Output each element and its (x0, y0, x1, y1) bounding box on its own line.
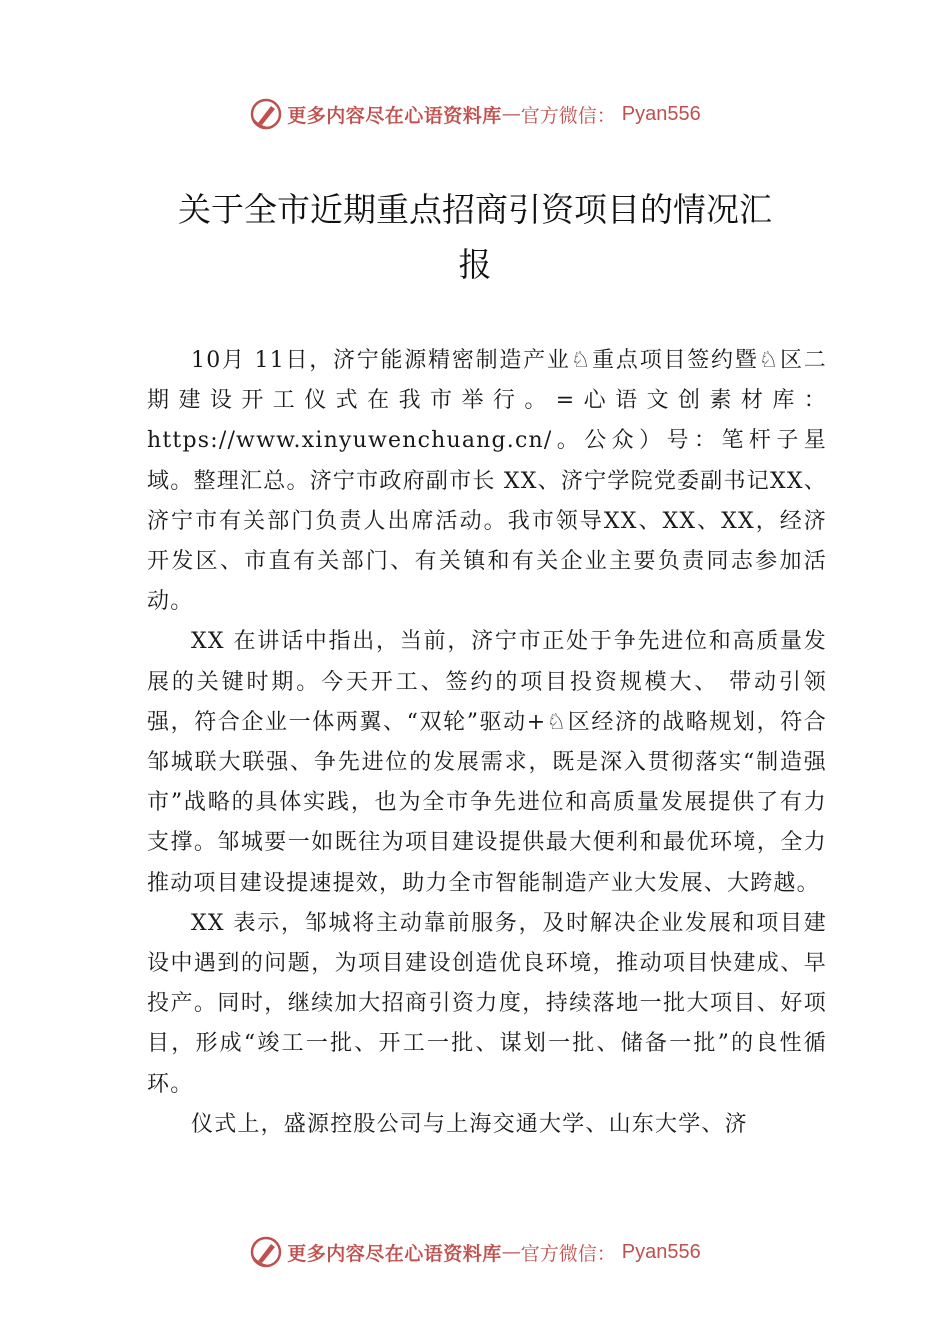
title-line-1: 关于全市近期重点招商引资项目的情况汇 (178, 190, 772, 229)
banner-wechat-label: 官方微信： (520, 104, 616, 127)
footer-watermark-banner (0, 1232, 950, 1272)
banner-text: 更多内容尽在心语资料库 (287, 104, 502, 127)
document-title (150, 182, 800, 292)
banner-wechat-label: 官方微信： (520, 1242, 616, 1265)
paragraph-4: 仪式上，盛源控股公司与上海交通大学、山东大学、济 (191, 1111, 748, 1137)
pen-circle-icon (249, 1235, 283, 1269)
paragraph-2: XX 在讲话中指出，当前，济宁市正处于争先进位和高质量发展的关键时期。今天开工、签约的项目投资规模大、 带动引领强，符合企业一体两翼、“双轮”驱动+♘区经济的战略规划，符合邹城联大联强、争先进位的发展需求，既是深入贯彻落实“制造强市”战略的具体实践，也为全市争先进位和高质量发展提供了有力支撑。邹城要一如既往为项目建设提供最大便利和最优环境，全力推动项目建设提速提效，助力全市智能制造产业大发展、大跨越。 (147, 629, 827, 896)
banner-wechat-id: Pyan556 (621, 102, 701, 125)
paragraph-3: XX 表示，邹城将主动靠前服务，及时解决企业发展和项目建设中遇到的问题，为项目建设创造优良环境，推动项目快建成、早投产。同时，继续加大招商引资力度，持续落地一批大项目、好项目，形成“竣工一批、开工一批、谋划一批、储备一批”的良性循环。 (147, 910, 827, 1097)
banner-dash: — (501, 1241, 521, 1263)
banner-wechat-id: Pyan556 (621, 1240, 701, 1263)
title-line-2: 报 (458, 245, 492, 284)
paragraph-1: 10月 11日，济宁能源精密制造产业♘重点项目签约暨♘区二期建设开工仪式在我市举行。=心语文创素材库：https://www.xinyuwenchuang.cn/。公众）号：笔杆子星域。整理汇总。济宁市政府副市长 XX、济宁学院党委副书记XX、济宁市有关部门负责人出席活动。我市领导XX、XX、XX，经济开发区、市直有关部门、有关镇和有关企业主要负责同志参加活动。 (147, 348, 827, 615)
banner-dash: — (501, 103, 521, 125)
banner-text: 更多内容尽在心语资料库 (287, 1242, 502, 1265)
pen-circle-icon (249, 97, 283, 131)
header-watermark-banner (0, 94, 950, 134)
document-body (147, 341, 827, 1145)
